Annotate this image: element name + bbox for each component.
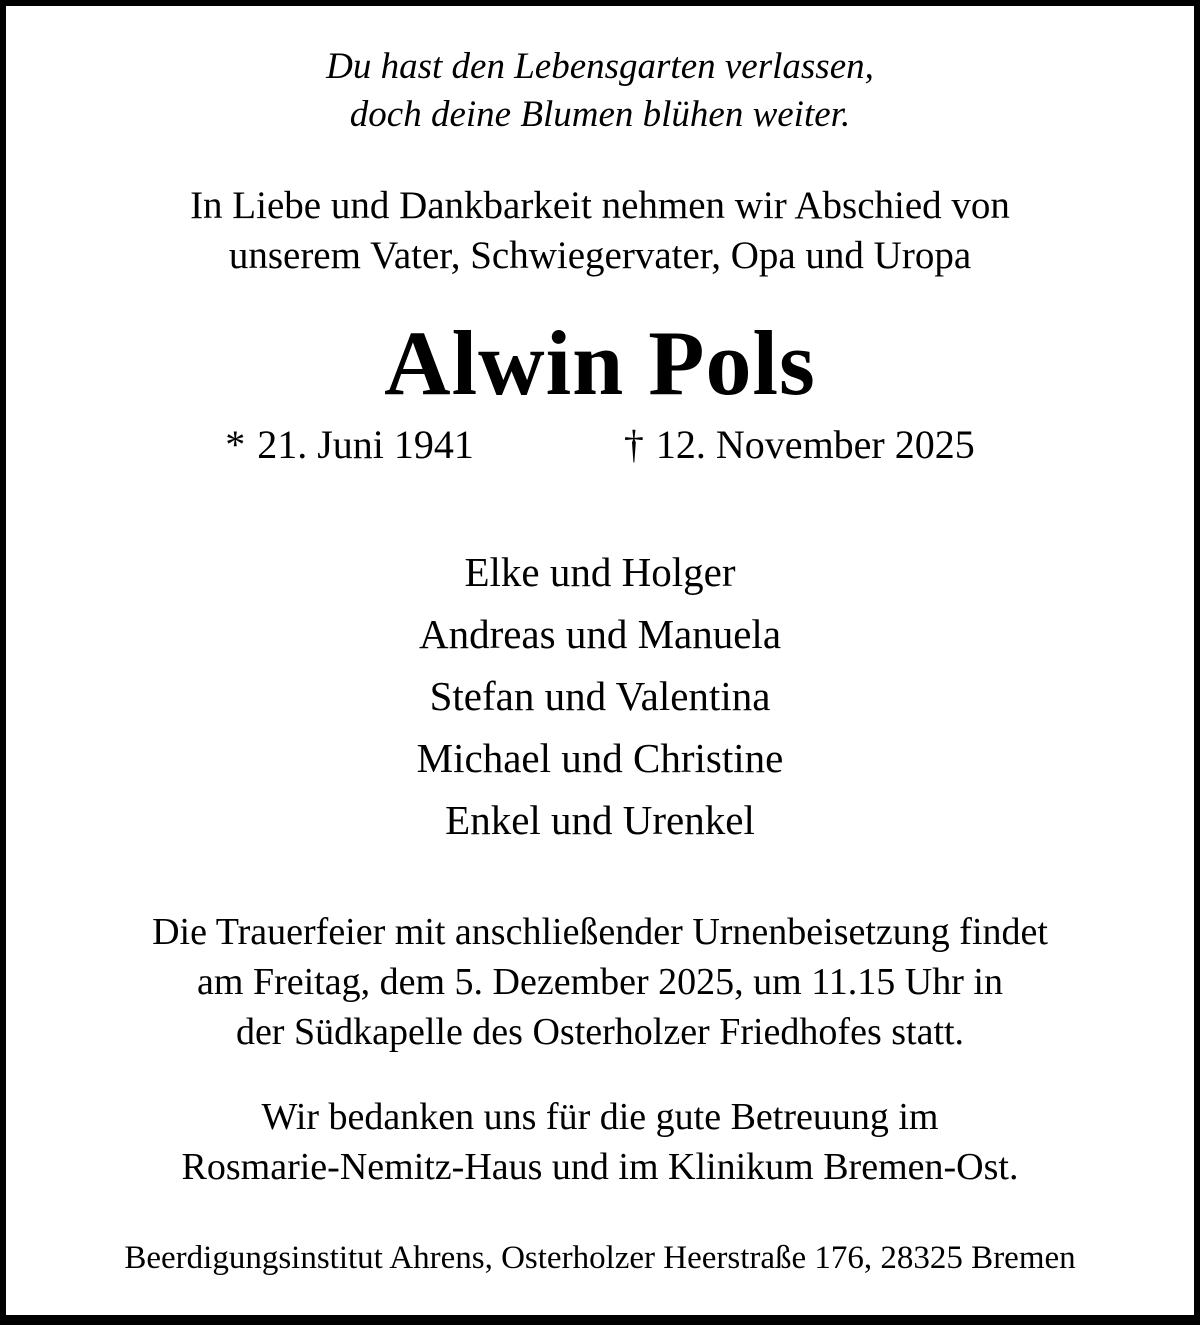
epigraph-line: Du hast den Lebensgarten verlassen, (326, 46, 874, 87)
thanks-text (6, 1092, 1194, 1192)
birth-date-item (225, 419, 474, 471)
intro-line: In Liebe und Dankbarkeit nehmen wir Abschied von (190, 184, 1010, 227)
ceremony-line: der Südkapelle des Osterholzer Friedhofes statt. (235, 1011, 965, 1053)
epigraph (6, 43, 1194, 139)
mourner-line: Enkel und Urenkel (445, 797, 755, 843)
birth-date: 21. Juni 1941 (257, 422, 474, 467)
life-dates (6, 419, 1194, 471)
mourner-line: Andreas und Manuela (418, 611, 782, 657)
born-star-icon: * (225, 422, 246, 467)
intro-text (6, 181, 1194, 281)
death-date: 12. November 2025 (655, 422, 975, 467)
death-date-item (624, 419, 975, 471)
mourners-list (6, 541, 1194, 851)
mourner-line: Michael und Christine (416, 735, 784, 781)
died-cross-icon: † (623, 422, 644, 467)
ceremony-line: am Freitag, dem 5. Dezember 2025, um 11.15 Uhr in (197, 961, 1003, 1003)
funeral-home-line: Beerdigungsinstitut Ahrens, Osterholzer Heerstraße 176, 28325 Bremen (124, 1240, 1076, 1276)
thanks-line: Rosmarie-Nemitz-Haus und im Klinikum Bremen-Ost. (181, 1146, 1019, 1188)
mourner-line: Stefan und Valentina (429, 673, 771, 719)
intro-line: unserem Vater, Schwiegervater, Opa und Uropa (228, 234, 972, 277)
mourner-line: Elke und Holger (464, 549, 736, 595)
epigraph-line: doch deine Blumen blühen weiter. (349, 94, 851, 135)
thanks-line: Wir bedanken uns für die gute Betreuung im (261, 1096, 939, 1138)
ceremony-line: Die Trauerfeier mit anschließender Urnenbeisetzung findet (152, 911, 1048, 953)
ceremony-info (6, 907, 1194, 1057)
deceased-name: Alwin Pols (384, 312, 816, 414)
